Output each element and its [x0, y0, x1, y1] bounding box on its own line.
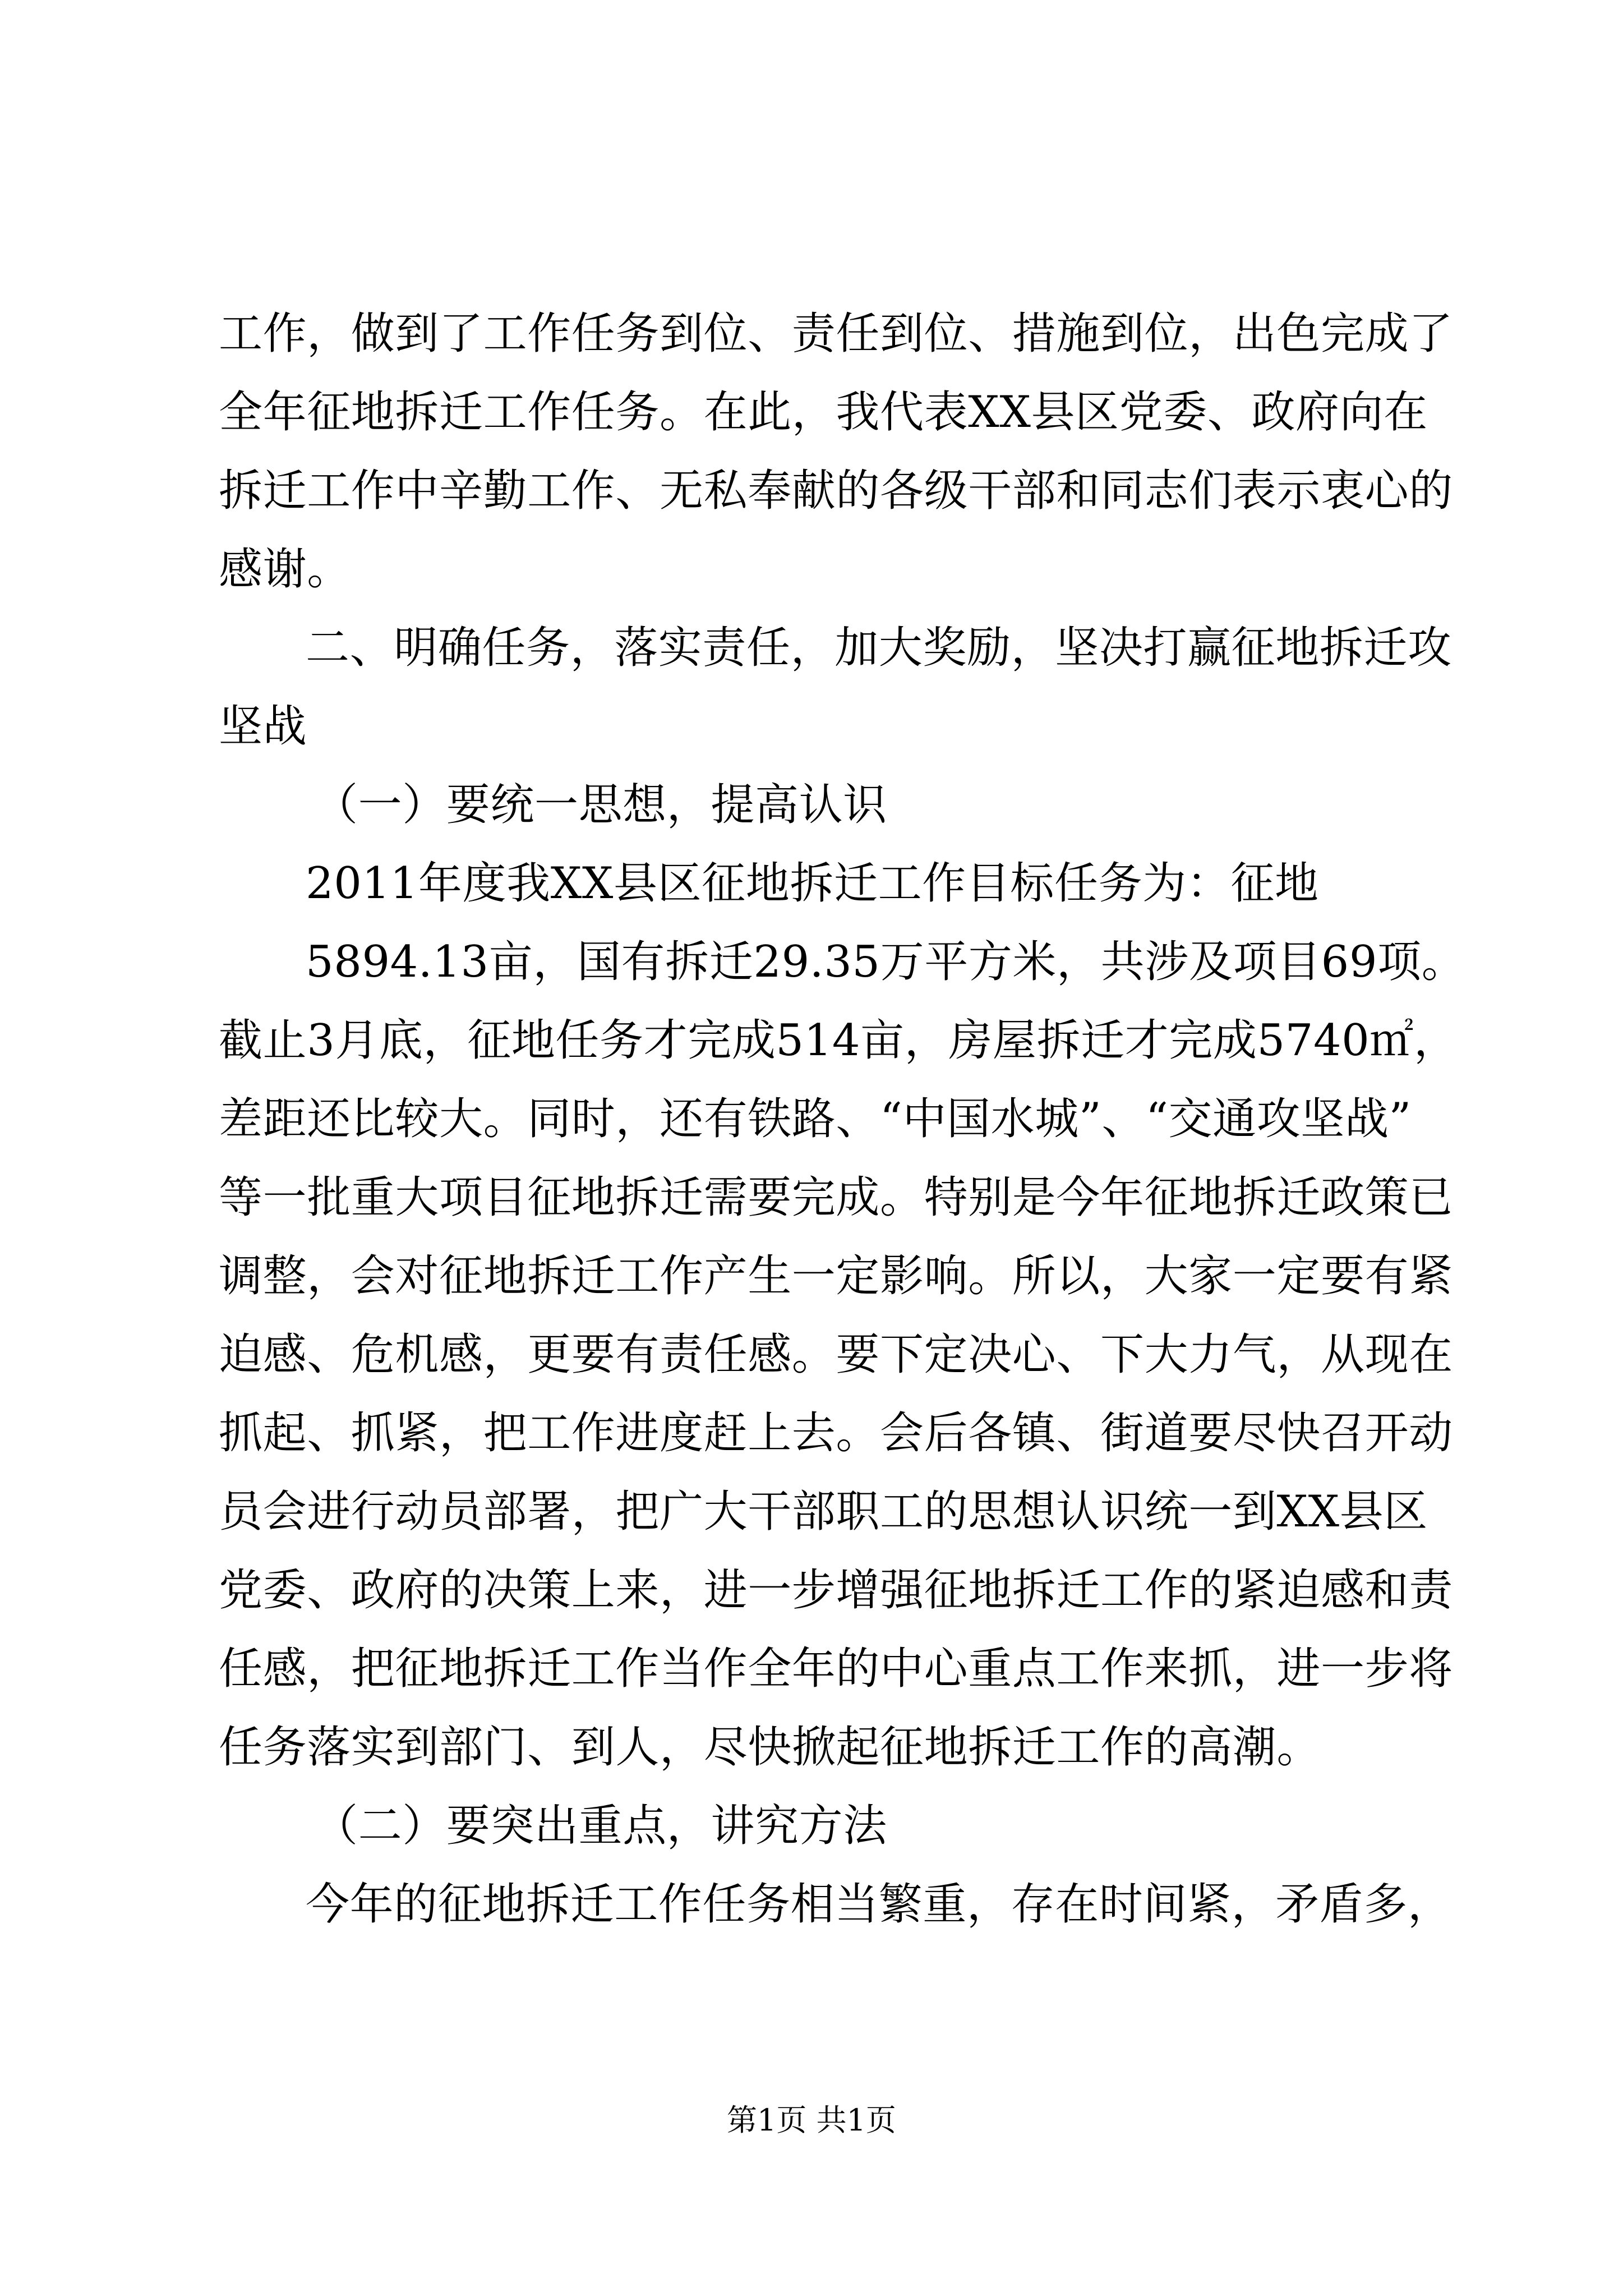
paragraph-line-9: 等一批重大项目征地拆迁需要完成。特别是今年征地拆迁政策已	[219, 1172, 1453, 1223]
paragraph-line-7: 截止3月底，征地任务才完成514亩，房屋拆迁才完成5740㎡，	[219, 1015, 1458, 1066]
page-footer: 第1页 共1页	[727, 2102, 896, 2138]
paragraph-line-2: 全年征地拆迁工作任务。在此，我代表XX县区党委、政府向在	[219, 387, 1428, 438]
paragraph-line-13: 员会进行动员部署，把广大干部职工的思想认识统一到XX县区	[219, 1487, 1428, 1537]
paragraph-line-5: 2011年度我XX县区征地拆迁工作目标任务为：征地	[306, 858, 1319, 909]
section-heading-line-2: 坚战	[219, 701, 307, 752]
paragraph-line-11: 迫感、危机感，更要有责任感。要下定决心、下大力气，从现在	[219, 1329, 1453, 1380]
subsection-heading-2: （二）要突出重点，讲究方法	[314, 1801, 887, 1851]
paragraph-line-17: 今年的征地拆迁工作任务相当繁重，存在时间紧，矛盾多，	[306, 1879, 1452, 1930]
paragraph-line-10: 调整，会对征地拆迁工作产生一定影响。所以，大家一定要有紧	[219, 1251, 1453, 1301]
paragraph-line-12: 抓起、抓紧，把工作进度赶上去。会后各镇、街道要尽快召开动	[219, 1408, 1453, 1458]
paragraph-line-8: 差距还比较大。同时，还有铁路、“中国水城”、“交通攻坚战”	[219, 1094, 1412, 1144]
paragraph-line-1: 工作，做到了工作任务到位、责任到位、措施到位，出色完成了	[219, 309, 1453, 359]
paragraph-line-15: 任感，把征地拆迁工作当作全年的中心重点工作来抓，进一步将	[219, 1644, 1453, 1694]
section-heading-line-1: 二、明确任务，落实责任，加大奖励，坚决打赢征地拆迁攻	[306, 623, 1452, 673]
paragraph-line-4: 感谢。	[219, 544, 351, 595]
paragraph-line-3: 拆迁工作中辛勤工作、无私奉献的各级干部和同志们表示衷心的	[219, 466, 1453, 516]
paragraph-line-6: 5894.13亩，国有拆迁29.35万平方米，共涉及项目69项。	[306, 937, 1466, 987]
paragraph-line-14: 党委、政府的决策上来，进一步增强征地拆迁工作的紧迫感和责	[219, 1565, 1453, 1616]
paragraph-line-16: 任务落实到部门、到人，尽快掀起征地拆迁工作的高潮。	[219, 1722, 1321, 1773]
subsection-heading-1: （一）要统一思想，提高认识	[314, 780, 887, 830]
